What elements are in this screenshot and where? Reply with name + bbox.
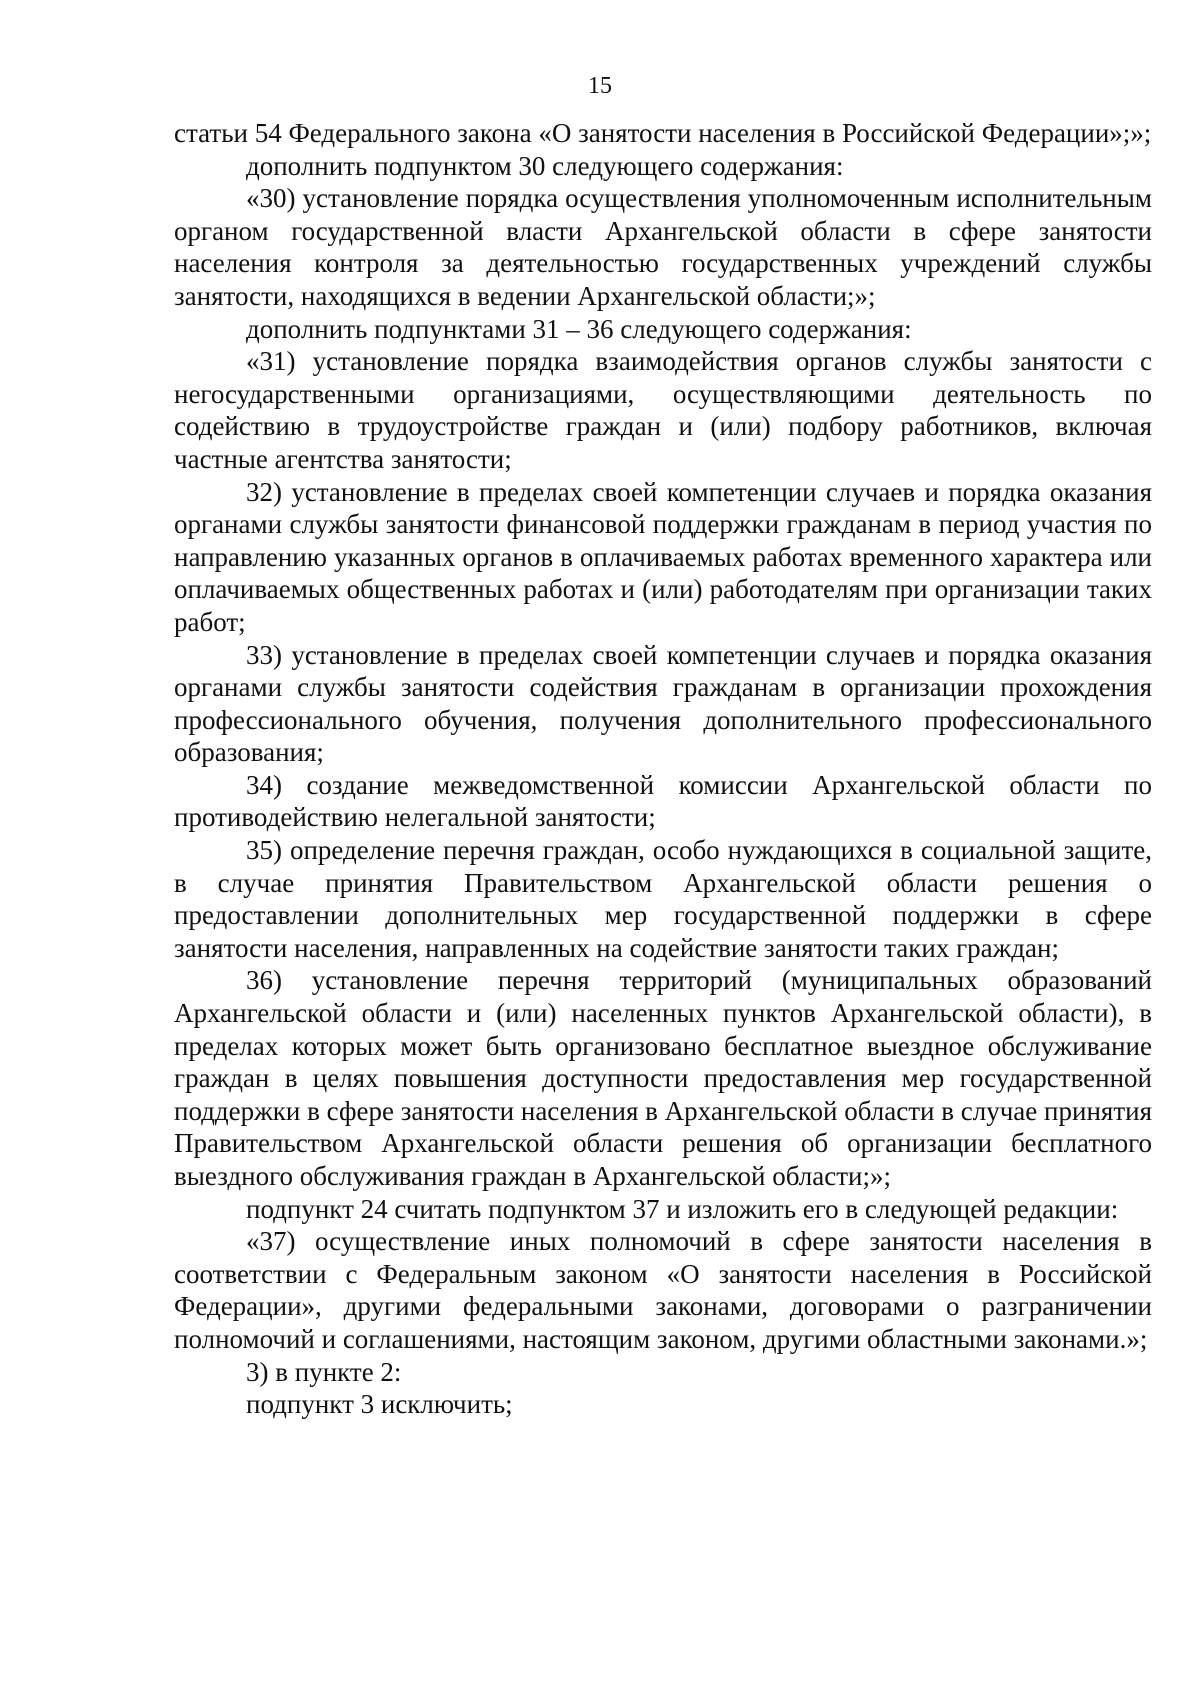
paragraph: подпункт 3 исключить; [246, 1389, 513, 1420]
page-number: 15 [588, 73, 612, 99]
paragraph: 34) создание межведомственной комиссии Архангельской области по противодействию нелегальной занятости; [174, 769, 1152, 833]
document-body [174, 117, 1152, 1421]
paragraph: дополнить подпунктами 31 – 36 следующего содержания: [246, 313, 912, 344]
paragraph: «37) осуществление иных полномочий в сфере занятости населения в соответствии с Федеральным законом «О занятости населения в Российской Федерации», другими федеральными законами, договорами о разграничении полномочий и соглашениями, настоящим законом, другими областными законами.»; [174, 1226, 1152, 1354]
paragraph: 3) в пункте 2: [246, 1356, 402, 1387]
paragraph: 35) определение перечня граждан, особо нуждающихся в социальной защите, в случае принятия Правительством Архангельской области решения о предоставлении дополнительных мер государственной поддержки в сфере занятости населения, направленных на содействие занятости таких граждан; [174, 835, 1152, 963]
paragraph: «30) установление порядка осуществления уполномоченным исполнительным органом государственной власти Архангельской области в сфере занятости населения контроля за деятельностью государственных учреждений службы занятости, находящихся в ведении Архангельской области;»; [174, 183, 1152, 311]
paragraph: 32) установление в пределах своей компетенции случаев и порядка оказания органами службы занятости финансовой поддержки гражданам в период участия по направлению указанных органов в оплачиваемых работах временного характера или оплачиваемых общественных работах и (или) работодателям при организации таких работ; [174, 476, 1152, 637]
paragraph: подпункт 24 считать подпунктом 37 и изложить его в следующей редакции: [246, 1193, 1119, 1224]
paragraph: статьи 54 Федерального закона «О занятости населения в Российской Федерации»;»; [174, 118, 1152, 148]
paragraph: 36) установление перечня территорий (муниципальных образований Архангельской области и (или) населенных пунктов Архангельской области), в пределах которых может быть организовано бесплатное выездное обслуживание граждан в целях повышения доступности предоставления мер государственной поддержки в сфере занятости населения в Архангельской области в случае принятия Правительством Архангельской области решения об организации бесплатного выездного обслуживания граждан в Архангельской области;»; [174, 965, 1152, 1191]
paragraph: 33) установление в пределах своей компетенции случаев и порядка оказания органами службы занятости содействия гражданам в организации прохождения профессионального обучения, получения дополнительного профессионального образования; [174, 639, 1152, 768]
paragraph: дополнить подпунктом 30 следующего содержания: [246, 150, 844, 181]
paragraph: «31) установление порядка взаимодействия органов службы занятости с негосударственными организациями, осуществляющими деятельность по содействию в трудоустройстве граждан и (или) подбору работников, включая частные агентства занятости; [174, 346, 1152, 474]
